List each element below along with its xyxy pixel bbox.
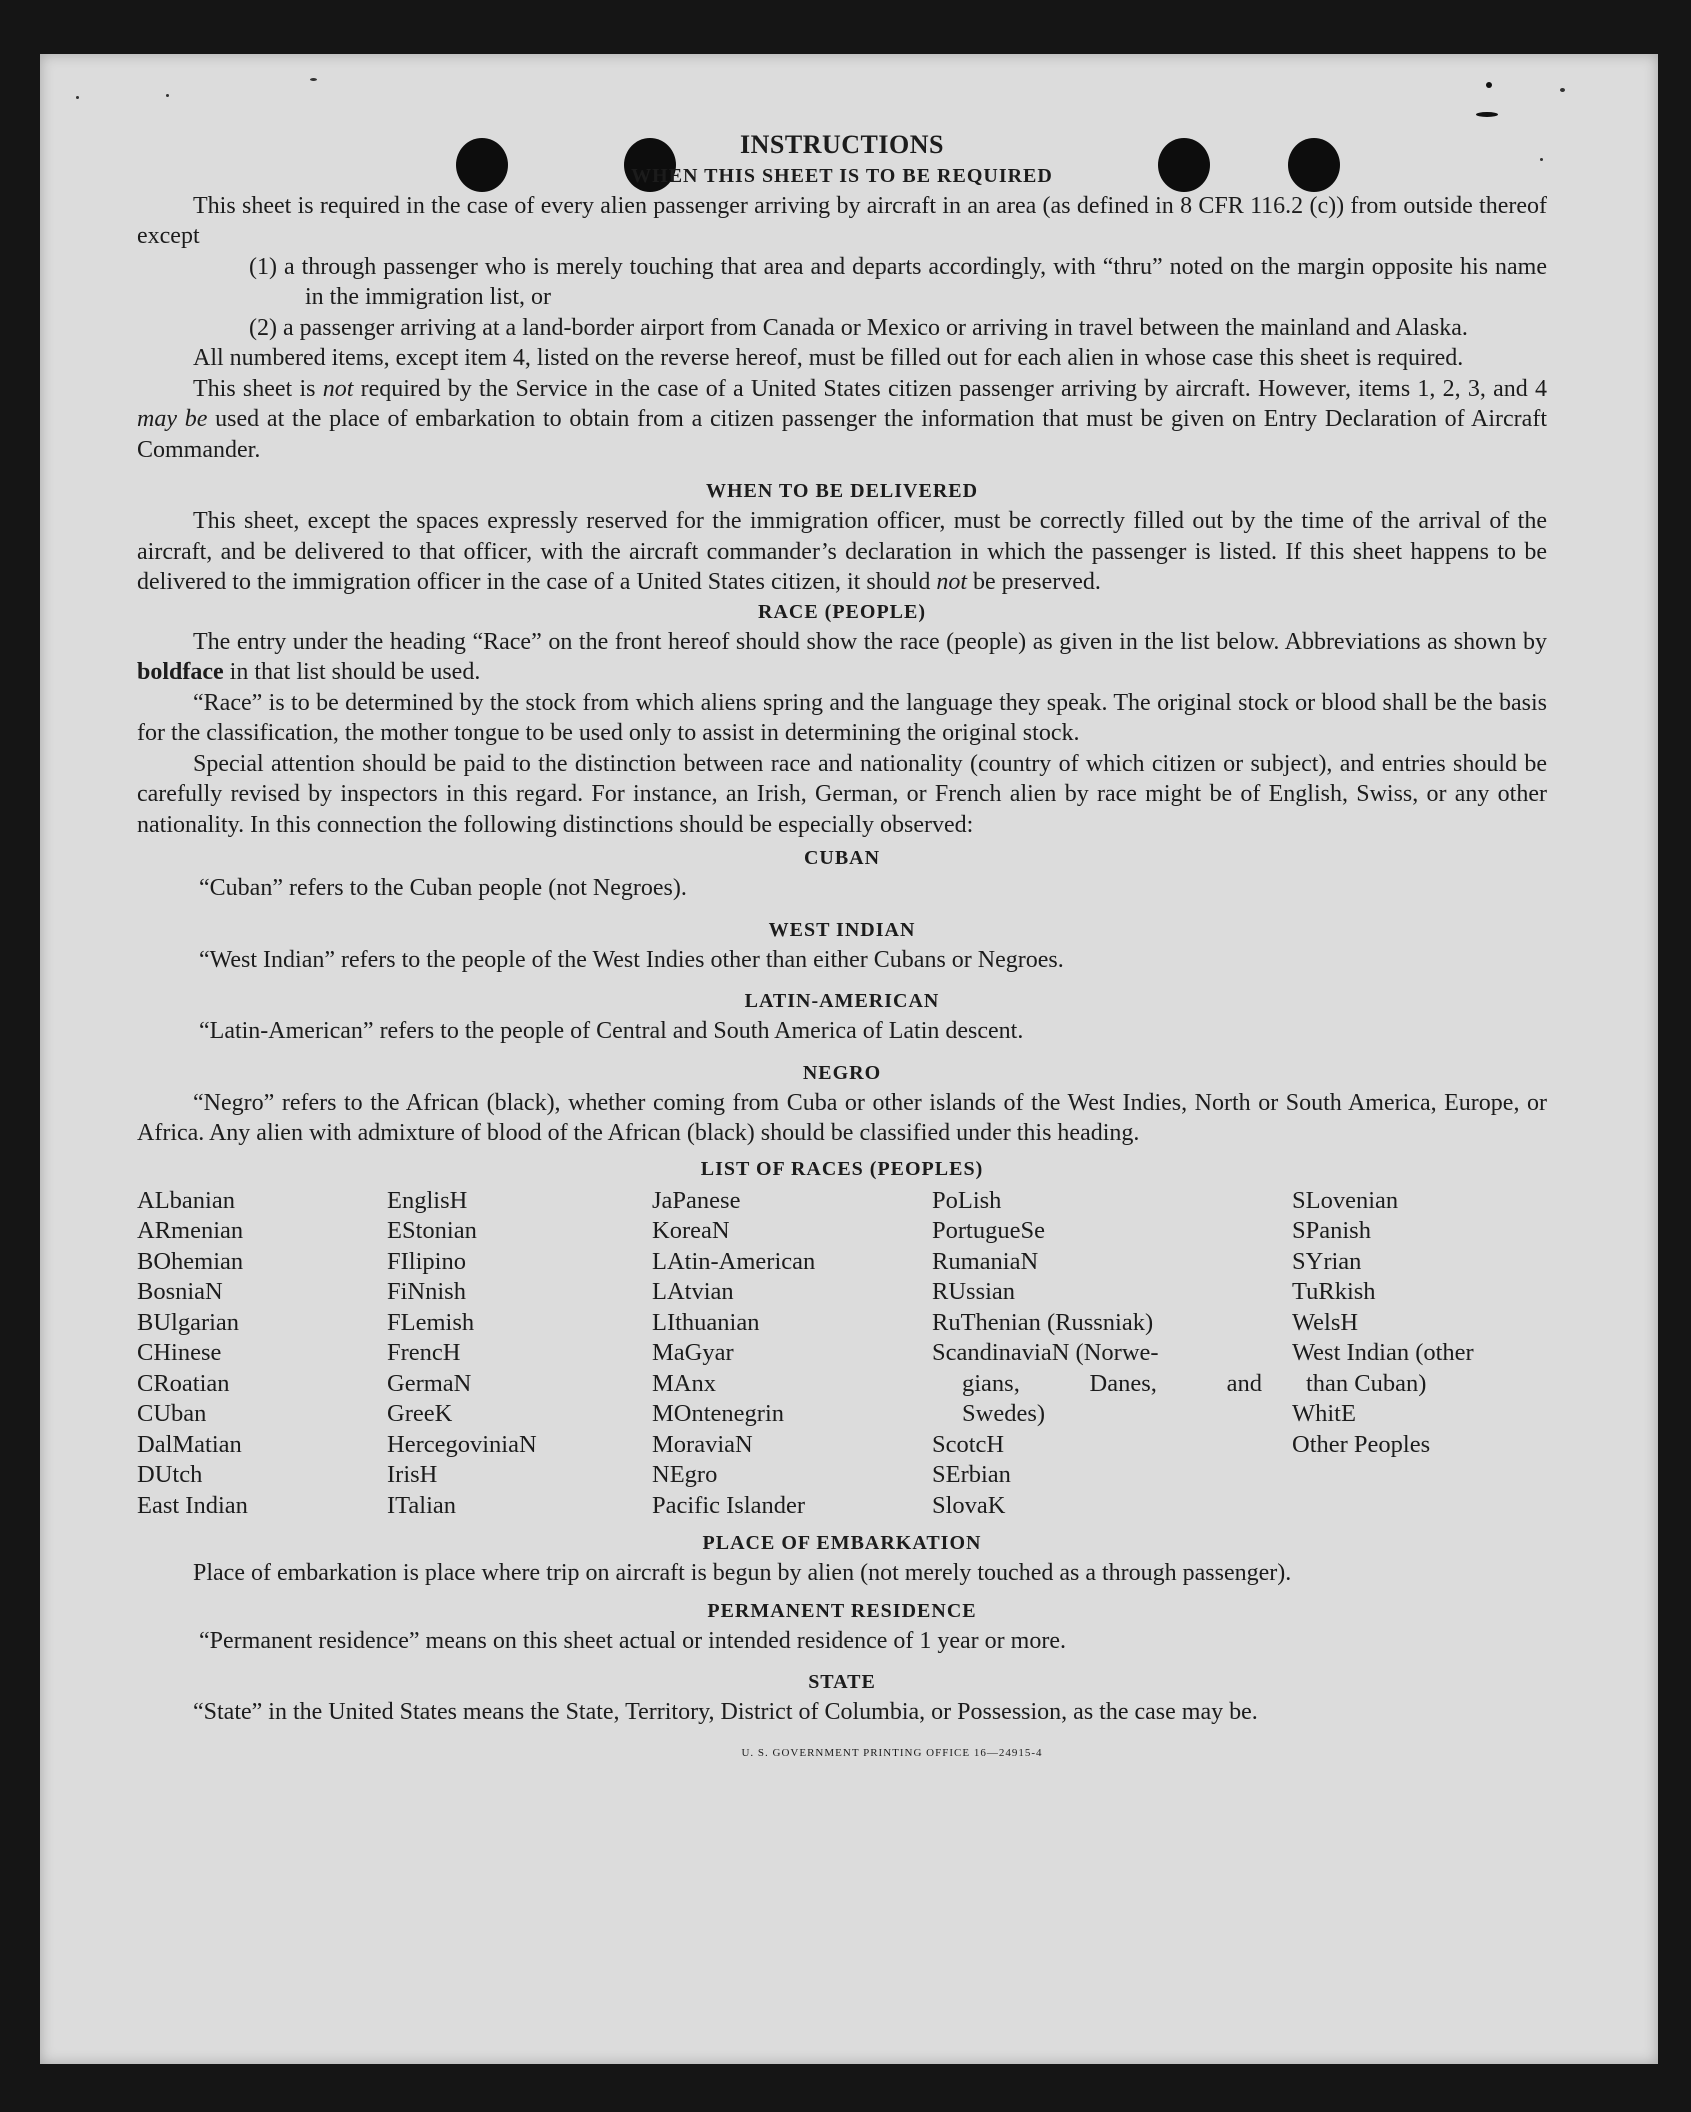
race-entry: PoLish <box>932 1186 1002 1214</box>
race-entry: SYrian <box>1292 1247 1362 1275</box>
race-paragraph-2: “Race” is to be determined by the stock from which aliens spring and the language they speak. The original stock or blood shall be the basis for the classification, the mother tongue to be used only to assist in determining the original stock. <box>137 689 1547 746</box>
state-paragraph: “State” in the United States means the State, Territory, District of Columbia, or Possession, as the case may be. <box>193 1699 1258 1725</box>
race-entry: CUban <box>137 1400 207 1427</box>
section-heading-residence: PERMANENT RESIDENCE <box>707 1599 977 1622</box>
race-entry: MAnx <box>652 1369 716 1397</box>
race-entry: LIthuanian <box>652 1308 760 1336</box>
race-entry: IrisH <box>387 1461 438 1488</box>
section-heading-list-of-races: LIST OF RACES (PEOPLES) <box>700 1157 984 1180</box>
race-entry: MOntenegrin <box>652 1400 784 1427</box>
race-entry: ARmenian <box>137 1217 244 1244</box>
race-entry: DalMatian <box>137 1430 242 1458</box>
embarkation-paragraph: Place of embarkation is place where trip on aircraft is begun by alien (not merely touched as a through passenger). <box>193 1560 1292 1586</box>
races-column-4 <box>932 1186 1292 1522</box>
race-entry: WelsH <box>1292 1308 1359 1336</box>
section-heading-state: STATE <box>808 1671 876 1693</box>
race-entry: SlovaK <box>932 1491 1006 1519</box>
races-column-1 <box>137 1186 387 1522</box>
section-heading-west-indian: WEST INDIAN <box>768 918 916 941</box>
section-heading-embarkation: PLACE OF EMBARKATION <box>702 1532 982 1554</box>
section-heading-latin-american: LATIN-AMERICAN <box>744 990 940 1012</box>
race-entry: LAtvian <box>652 1278 734 1305</box>
race-entry-continued: Swedes) <box>962 1400 1046 1427</box>
race-entry: KoreaN <box>652 1217 730 1244</box>
race-entry: EnglisH <box>387 1186 468 1214</box>
race-entry: CRoatian <box>137 1369 230 1397</box>
race-entry: FiNnish <box>387 1278 466 1305</box>
races-table <box>137 1186 1547 1522</box>
race-entry: JaPanese <box>652 1186 741 1214</box>
race-entry: TuRkish <box>1292 1278 1376 1305</box>
negro-definition: “Negro” refers to the African (black), whether coming from Cuba or other islands of the West Indies, North or South America, Europe, or Africa. Any alien with admixture of blood of the African (black) should be classified under this heading. <box>137 1089 1547 1146</box>
citizen-paragraph: This sheet is not required by the Service in the case of a United States citizen passenger arriving by aircraft. However, items 1, 2, 3, and 4 may be used at the place of embarkation to obtain from a citizen passenger the information that must be given on Entry Declaration of Aircraft Commander. <box>137 375 1547 463</box>
race-entry: MaGyar <box>652 1339 734 1366</box>
race-entry: East Indian <box>137 1491 248 1519</box>
race-entry: FrencH <box>387 1339 461 1366</box>
races-column-2 <box>387 1186 652 1522</box>
race-entry: DUtch <box>137 1461 203 1488</box>
race-entry-continued: gians, Danes, and <box>962 1369 1262 1397</box>
race-entry: ScandinaviaN (Norwe- <box>932 1339 1159 1366</box>
race-paragraph-3: Special attention should be paid to the distinction between race and nationality (country of which citizen or subject), and entries should be carefully revised by inspectors in this regard. For instance, an Irish, German, or French alien by race might be of English, Swiss, or any other nationality. In this connection the following distinctions should be especially observed: <box>137 750 1547 838</box>
race-entry: FLemish <box>387 1308 475 1336</box>
race-entry: SPanish <box>1292 1217 1371 1244</box>
race-entry: BosniaN <box>137 1278 223 1305</box>
section-heading-negro: NEGRO <box>802 1061 882 1084</box>
race-entry: FIlipino <box>387 1247 466 1275</box>
numbered-items-paragraph: All numbered items, except item 4, listed on the reverse hereof, must be filled out for each alien in whose case this sheet is required. <box>193 345 1464 371</box>
races-column-3 <box>652 1186 932 1522</box>
race-entry: SErbian <box>932 1461 1011 1488</box>
race-entry: ITalian <box>387 1491 457 1519</box>
race-entry: ScotcH <box>932 1430 1005 1458</box>
race-entry-continued: than Cuban) <box>1306 1369 1427 1397</box>
race-entry: CHinese <box>137 1339 222 1366</box>
exception-clause-2: (2) a passenger arriving at a land-border airport from Canada or Mexico or arriving in travel between the mainland and Alaska. <box>249 314 1468 341</box>
race-entry: Other Peoples <box>1292 1430 1431 1458</box>
section-heading-delivered: WHEN TO BE DELIVERED <box>705 480 979 502</box>
cuban-definition: “Cuban” refers to the Cuban people (not Negroes). <box>199 875 687 901</box>
residence-paragraph: “Permanent residence” means on this sheet actual or intended residence of 1 year or more. <box>199 1627 1066 1654</box>
west-indian-definition: “West Indian” refers to the people of the West Indies other than either Cubans or Negroes. <box>199 946 1064 973</box>
section-heading-race: RACE (PEOPLE) <box>758 600 926 623</box>
race-entry: RuThenian (Russniak) <box>932 1308 1154 1336</box>
race-paragraph-1: The entry under the heading “Race” on the front hereof should show the race (people) as given in the list below. Abbreviations as shown by boldface in that list should be used. <box>137 628 1547 685</box>
races-column-5 <box>1292 1186 1552 1522</box>
race-entry: RUssian <box>932 1278 1016 1305</box>
race-entry: MoraviaN <box>652 1430 753 1458</box>
exception-clause-1: (1) a through passenger who is merely touching that area and departs accordingly, with “thru” noted on the margin opposite his name in the immigration list, or <box>249 253 1547 310</box>
race-entry: GreeK <box>387 1400 453 1427</box>
race-entry: Pacific Islander <box>652 1491 806 1519</box>
race-entry: PortugueSe <box>932 1217 1045 1244</box>
race-entry: BOhemian <box>137 1247 244 1275</box>
race-entry: HercegoviniaN <box>387 1430 537 1458</box>
race-entry: LAtin-American <box>652 1247 816 1275</box>
race-entry: EStonian <box>387 1217 477 1244</box>
race-entry: ALbanian <box>137 1186 235 1214</box>
race-entry: BUlgarian <box>137 1308 240 1336</box>
race-entry: GermaN <box>387 1369 472 1397</box>
latin-american-definition: “Latin-American” refers to the people of Central and South America of Latin descent. <box>199 1018 1024 1044</box>
page-title: INSTRUCTIONS <box>740 130 944 159</box>
race-entry: RumaniaN <box>932 1247 1039 1275</box>
section-heading-required: WHEN THIS SHEET IS TO BE REQUIRED <box>631 164 1053 187</box>
printer-imprint: U. S. GOVERNMENT PRINTING OFFICE 16—24915-4 <box>741 1746 1043 1759</box>
race-entry: NEgro <box>652 1461 718 1488</box>
race-entry: WhitE <box>1292 1400 1356 1427</box>
race-entry: SLovenian <box>1292 1186 1399 1214</box>
required-intro: This sheet is required in the case of every alien passenger arriving by aircraft in an area (as defined in 8 CFR 116.2 (c)) from outside thereof except <box>137 192 1547 249</box>
section-heading-cuban: CUBAN <box>803 847 881 869</box>
instructions-content <box>137 130 1547 1768</box>
race-entry: West Indian (other <box>1292 1339 1474 1366</box>
delivered-paragraph: This sheet, except the spaces expressly reserved for the immigration officer, must be correctly filled out by the time of the arrival of the aircraft, and be delivered to that officer, with the aircraft commander’s declaration in which the passenger is listed. If this sheet happens to be delivered to the immigration officer in the case of a United States citizen, it should not be preserved. <box>137 508 1547 595</box>
